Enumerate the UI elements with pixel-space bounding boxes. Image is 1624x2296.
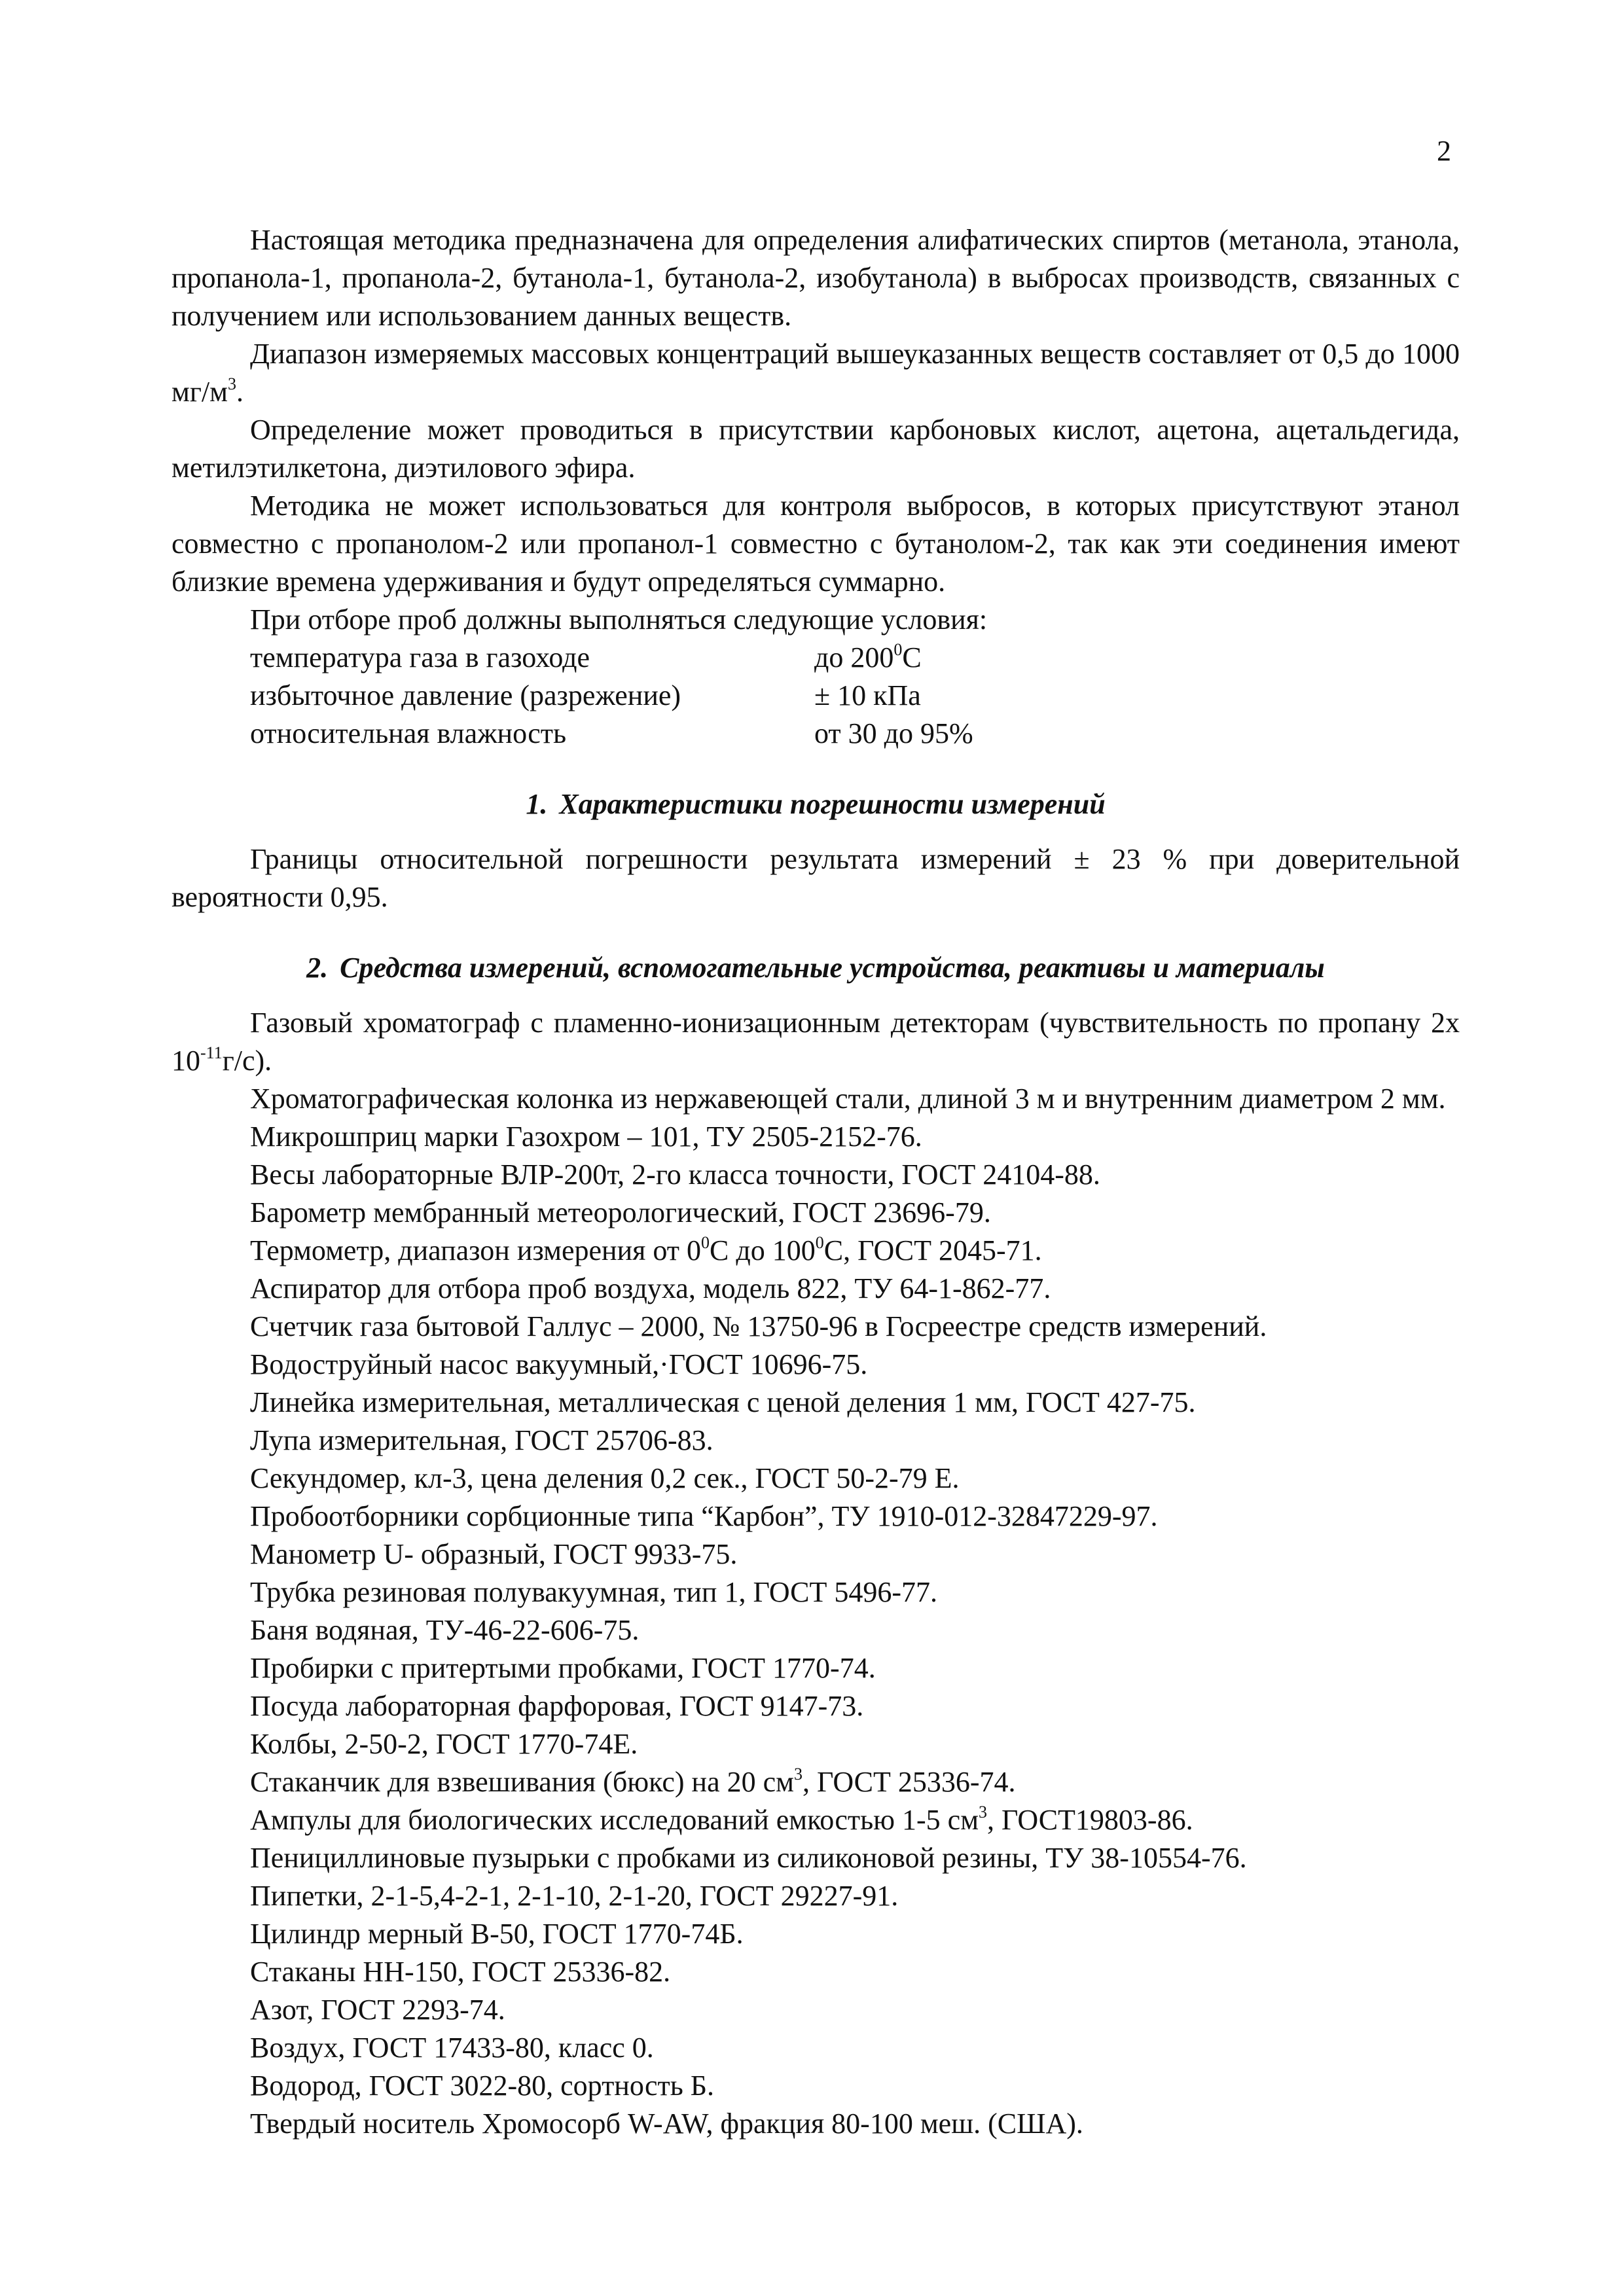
document-body <box>171 221 1460 2143</box>
list-item: Посуда лабораторная фарфоровая, ГОСТ 9147-73. <box>250 1690 864 1722</box>
list-item: Воздух, ГОСТ 17433-80, класс 0. <box>250 2032 654 2064</box>
list-item: Пробоотборники сорбционные типа “Карбон”, ТУ 1910-012-32847229-97. <box>250 1500 1158 1532</box>
condition-row <box>171 715 1460 753</box>
section-title: Характеристики погрешности измерений <box>559 788 1106 820</box>
list-item: Стаканы НН-150, ГОСТ 25336-82. <box>250 1956 671 1988</box>
section-heading <box>171 949 1460 987</box>
list-item: Пробирки с притертыми пробками, ГОСТ 1770-74. <box>250 1652 876 1684</box>
list-item: Твердый носитель Хромосорб W-AW, фракция 80-100 меш. (США). <box>250 2108 1083 2140</box>
equipment-list <box>171 1118 1460 2143</box>
intro-paragraph: Настоящая методика предназначена для определения алифатических спиртов (метанола, этанола, пропанола-1, пропанола-2, бутанола-1, бутанола-2, изобутанола) в выбросах производств, связанных с получением или использованием данных веществ. <box>171 224 1460 332</box>
list-item: Пипетки, 2-1-5,4-2-1, 2-1-10, 2-1-20, ГОСТ 29227-91. <box>250 1880 899 1912</box>
list-item: Баня водяная, ТУ-46-22-606-75. <box>250 1614 640 1646</box>
section-heading <box>171 785 1460 823</box>
list-item: Колбы, 2-50-2, ГОСТ 1770-74Е. <box>250 1728 638 1760</box>
section-number: 1. <box>526 788 548 820</box>
page-number: 2 <box>1437 135 1451 167</box>
list-item: Счетчик газа бытовой Галлус – 2000, № 13750-96 в Госреестре средств измерений. <box>250 1310 1267 1342</box>
list-item: Водоструйный насос вакуумный,·ГОСТ 10696-75. <box>250 1348 868 1380</box>
condition-name: температура газа в газоходе <box>250 641 590 673</box>
list-item: Барометр мембранный метеорологический, ГОСТ 23696-79. <box>250 1196 991 1229</box>
condition-value: от 30 до 95% <box>814 717 973 749</box>
conditions-intro: При отборе проб должны выполняться следующие условия: <box>250 603 988 636</box>
condition-value: до $200^0С$ <box>814 640 922 673</box>
list-item: Лупа измерительная, ГОСТ 25706-83. <box>250 1424 713 1456</box>
list-item: Цилиндр мерный В-50, ГОСТ 1770-74Б. <box>250 1918 744 1950</box>
condition-row <box>171 677 1460 715</box>
condition-value: ± 10 кПа <box>814 679 921 711</box>
intro-paragraph: Диапазон измеряемых массовых концентраций вышеуказанных веществ составляет от 0,5 до 1000 $мг/м^3$. <box>171 338 1460 408</box>
list-item: Термометр, диапазон измерения от $0^0С$ до $100^0С$, ГОСТ 2045-71. <box>250 1233 1042 1266</box>
list-item: Линейка измерительная, металлическая с ценой деления 1 мм, ГОСТ 427-75. <box>250 1386 1196 1418</box>
list-item: Микрошприц марки Газохром – 101, ТУ 2505-2152-76. <box>250 1121 922 1153</box>
condition-row <box>171 639 1460 677</box>
list-item: Секундомер, кл-3, цена деления 0,2 сек., ГОСТ 50-2-79 Е. <box>250 1462 960 1494</box>
section-title: Средства измерений, вспомогательные устройства, реактивы и материалы <box>340 952 1325 984</box>
list-item: Пенициллиновые пузырьки с пробками из силиконовой резины, ТУ 38-10554-76. <box>250 1842 1247 1874</box>
list-item: Аспиратор для отбора проб воздуха, модель 822, ТУ 64-1-862-77. <box>250 1272 1051 1304</box>
condition-name: относительная влажность <box>250 717 567 749</box>
condition-name: избыточное давление (разрежение) <box>250 679 681 711</box>
section-number: 2. <box>306 952 329 984</box>
list-item: Стаканчик для взвешивания (бюкс) на 20 $см^3$, ГОСТ 25336-74. <box>250 1765 1016 1798</box>
list-item: Манометр U- образный, ГОСТ 9933-75. <box>250 1538 738 1570</box>
list-item: Водород, ГОСТ 3022-80, сортность Б. <box>250 2070 715 2102</box>
list-item: Азот, ГОСТ 2293-74. <box>250 1994 505 2026</box>
list-item: Ампулы для биологических исследований емкостью 1-5 $см^3$, ГОСТ19803-86. <box>250 1803 1193 1836</box>
list-item: Весы лабораторные ВЛР-200т, 2-го класса точности, ГОСТ 24104-88. <box>250 1158 1100 1191</box>
list-item: Трубка резиновая полувакуумная, тип 1, ГОСТ 5496-77. <box>250 1576 938 1608</box>
intro-paragraph: Методика не может использоваться для контроля выбросов, в которых присутствуют этанол совместно с пропанолом-2 или пропанол-1 совместно с бутанолом-2, так как эти соединения имеют близкие времена удерживания и будут определяться суммарно. <box>171 490 1460 598</box>
section-paragraph: Хроматографическая колонка из нержавеющей стали, длиной 3 м и внутренним диаметром 2 мм. <box>250 1083 1446 1115</box>
section-paragraph: Газовый хроматограф с пламенно-ионизационным детекторам (чувствительность по пропану 2х $10^{-11}г/с$). <box>171 1007 1460 1077</box>
section-paragraph: Границы относительной погрешности результата измерений ± 23 % при доверительной вероятности 0,95. <box>171 843 1460 913</box>
intro-paragraph: Определение может проводиться в присутствии карбоновых кислот, ацетона, ацетальдегида, метилэтилкетона, диэтилового эфира. <box>171 414 1460 484</box>
